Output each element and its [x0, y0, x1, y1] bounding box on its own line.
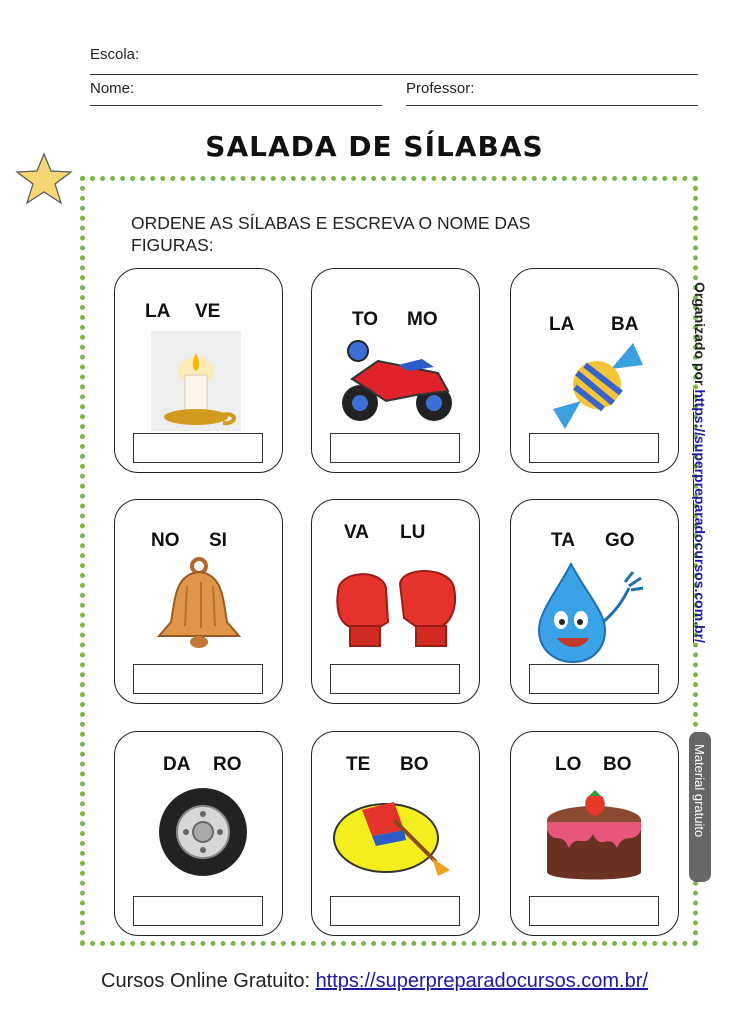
footer	[0, 970, 749, 993]
syllable-1: LA	[145, 301, 171, 322]
school-label: Escola:	[90, 46, 140, 63]
syllable-2: BA	[611, 314, 639, 335]
card-cake	[510, 731, 679, 936]
syllable-1: NO	[151, 530, 180, 551]
syllable-1: LA	[549, 314, 575, 335]
side-credit	[688, 282, 710, 672]
card-candy	[510, 268, 679, 473]
syllable-2: SI	[209, 530, 227, 551]
answer-box[interactable]	[529, 896, 659, 926]
syllable-2: MO	[407, 309, 438, 330]
answer-box[interactable]	[330, 433, 460, 463]
material-tab-label: Material gratuito	[692, 744, 707, 838]
answer-box[interactable]	[133, 433, 263, 463]
page-title: SALADA DE SÍLABAS	[205, 130, 544, 163]
material-tab[interactable]	[689, 732, 711, 882]
answer-box[interactable]	[529, 433, 659, 463]
answer-box[interactable]	[330, 896, 460, 926]
water-drop-icon	[529, 560, 647, 664]
syllable-1: TE	[346, 754, 371, 775]
footer-prefix: Cursos Online Gratuito:	[101, 970, 316, 992]
syllable-1: LO	[555, 754, 582, 775]
side-credit-prefix: Organizado por	[692, 282, 708, 390]
answer-box[interactable]	[133, 664, 263, 694]
syllable-2: VE	[195, 301, 221, 322]
name-line[interactable]	[90, 105, 382, 106]
syllable-1: VA	[344, 522, 369, 543]
footer-link[interactable]: https://superpreparadocursos.com.br/	[315, 970, 648, 992]
card-tire	[114, 731, 283, 936]
answer-box[interactable]	[133, 896, 263, 926]
candle-icon	[151, 331, 241, 431]
syllable-2: RO	[213, 754, 242, 775]
card-motorcycle	[311, 268, 480, 473]
teacher-label: Professor:	[406, 80, 475, 97]
answer-box[interactable]	[330, 664, 460, 694]
syllable-1: TO	[352, 309, 379, 330]
answer-box[interactable]	[529, 664, 659, 694]
candy-icon	[547, 339, 647, 431]
bell-icon	[151, 556, 247, 652]
school-line[interactable]	[90, 74, 698, 75]
side-credit-link[interactable]: https://superpreparadocursos.com.br/	[692, 389, 708, 643]
paint-brush-icon	[332, 790, 460, 876]
boxing-gloves-icon	[332, 562, 462, 652]
teacher-line[interactable]	[406, 105, 698, 106]
motorcycle-icon	[338, 339, 456, 427]
card-paint-brush	[311, 731, 480, 936]
syllable-1: DA	[163, 754, 191, 775]
syllable-2: LU	[400, 522, 426, 543]
card-water-drop	[510, 499, 679, 704]
syllable-1: TA	[551, 530, 575, 551]
syllable-2: GO	[605, 530, 635, 551]
card-candle	[114, 268, 283, 473]
cake-icon	[541, 790, 647, 886]
instruction-text: ORDENE AS SÍLABAS E ESCREVA O NOME DAS FIGURAS:	[131, 213, 531, 255]
tire-icon	[157, 786, 249, 878]
name-label: Nome:	[90, 80, 135, 97]
syllable-2: BO	[400, 754, 429, 775]
card-bell	[114, 499, 283, 704]
card-boxing-gloves	[311, 499, 480, 704]
syllable-2: BO	[603, 754, 632, 775]
